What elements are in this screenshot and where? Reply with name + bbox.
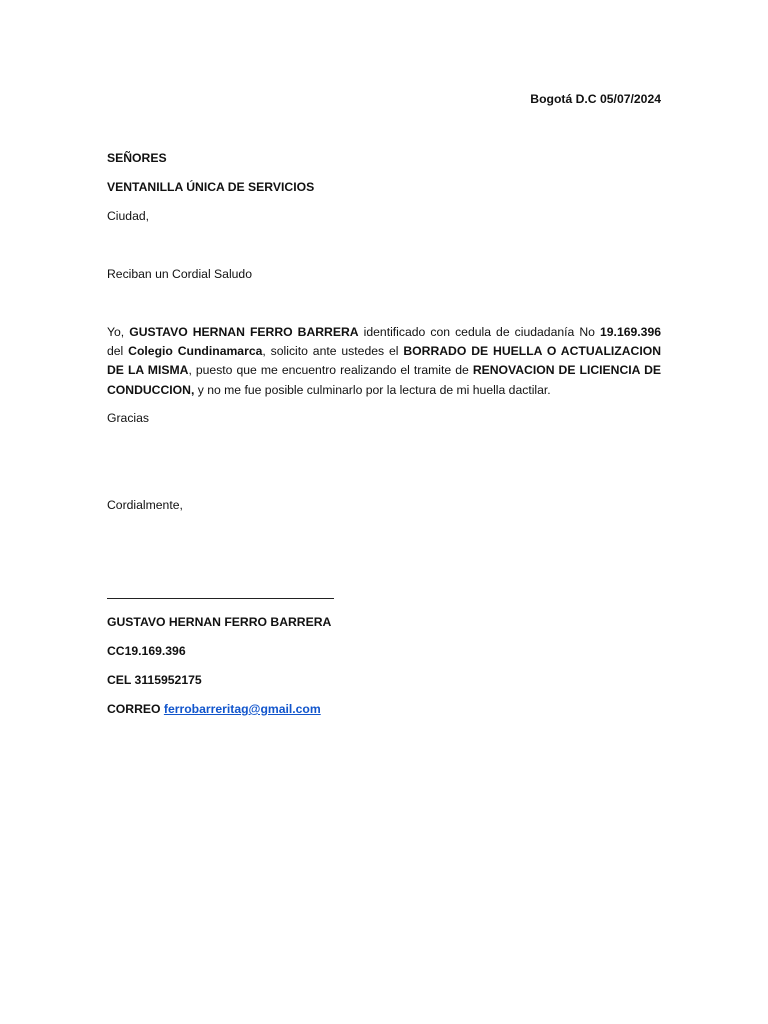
- body-text-3: del: [107, 344, 129, 359]
- city-line: Ciudad,: [107, 209, 150, 223]
- recipient-line-1: SEÑORES: [107, 151, 167, 165]
- closing-line: Cordialmente,: [107, 498, 183, 512]
- body-text-5: , puesto que me encuentro realizando el tramite de: [188, 363, 473, 378]
- recipient-line-2: VENTANILLA ÚNICA DE SERVICIOS: [107, 180, 315, 194]
- thanks-line: Gracias: [107, 411, 149, 425]
- signature-name: GUSTAVO HERNAN FERRO BARRERA: [107, 615, 332, 629]
- body-text-6: y no me fue posible culminarlo por la lectura de mi huella dactilar.: [194, 382, 551, 397]
- body-request: BORRADO DE HUELLA O ACTUALIZACION DE LA MISMA: [107, 344, 661, 378]
- signature-correo: [107, 701, 321, 717]
- date-line: Bogotá D.C 05/07/2024: [530, 92, 661, 106]
- greeting: Reciban un Cordial Saludo: [107, 267, 252, 281]
- signature-cel: CEL 3115952175: [107, 673, 202, 687]
- body-text-1: Yo,: [107, 325, 130, 339]
- body-name: GUSTAVO HERNAN FERRO BARRERA: [129, 325, 359, 339]
- email-link[interactable]: ferrobarreritag@gmail.com: [163, 702, 321, 716]
- body-text-2: identificado con cedula de ciudadanía No: [358, 325, 600, 339]
- body-paragraph: [107, 323, 661, 400]
- body-procedure: RENOVACION DE LICIENCIA DE CONDUCCION,: [107, 363, 661, 397]
- body-text-4: , solicito ante ustedes el: [262, 344, 404, 359]
- body-school: Colegio Cundinamarca: [128, 344, 263, 359]
- correo-label: CORREO: [107, 702, 164, 716]
- body-id-number: 19.169.396: [600, 325, 661, 339]
- signature-cc: CC19.169.396: [107, 644, 186, 658]
- signature-line: [107, 598, 334, 599]
